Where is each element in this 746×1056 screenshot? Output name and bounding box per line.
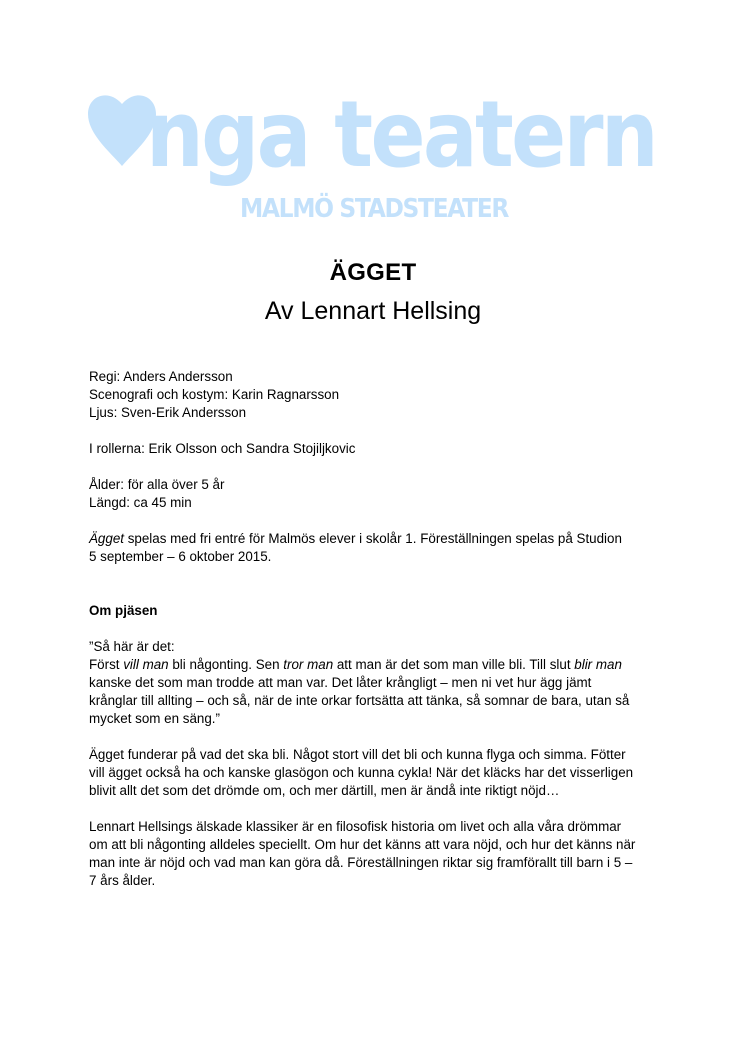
info-line-1	[89, 530, 669, 548]
logo-wordmark: nga teatern	[146, 81, 656, 188]
quote-text: bli någonting. Sen	[168, 657, 284, 672]
quote-text: Först	[89, 657, 124, 672]
logo-subtitle: MALMÖ STADSTEATER	[240, 194, 539, 224]
age-line: Ålder: för alla över 5 år	[89, 477, 225, 492]
credit-scenography: Scenografi och kostym: Karin Ragnarsson	[89, 387, 340, 402]
unga-teatern-logo	[88, 81, 658, 224]
section-heading: Om pjäsen	[89, 603, 158, 618]
paragraph-1-line: vill ägget också ha och kanske glasögon och kunna cykla! När det kläcks har det visserligen	[89, 765, 634, 780]
paragraph-2-line: om att bli någonting alldeles speciellt. Om hur det känns att vara nöjd, och hur det känns när	[89, 837, 636, 852]
paragraph-1-line: blivit allt det som det drömde om, och mer därtill, men är ändå inte riktigt nöjd…	[89, 783, 560, 798]
paragraph-1-line: Ägget funderar på vad det ska bli. Något stort vill det bli och kunna flyga och simma. Fötter	[89, 747, 626, 762]
document-subtitle: Av Lennart Hellsing	[264, 297, 482, 325]
quote-line-4: krånglar till allting – och så, när de inte orkar fortsätta att tänka, så somnar de bara, utan så	[89, 693, 630, 708]
quote-emphasis: blir man	[574, 657, 622, 672]
cast-line: I rollerna: Erik Olsson och Sandra Stojiljkovic	[89, 441, 356, 456]
info-title-italic: Ägget	[89, 531, 124, 546]
quote-line-3: kanske det som man trodde att man var. Det låter krångligt – men ni vet hur ägg jämt	[89, 675, 592, 690]
info-line-1-text: spelas med fri entré för Malmös elever i skolår 1. Föreställningen spelas på Studion	[124, 531, 622, 546]
quote-line-1: ”Så här är det:	[89, 639, 175, 654]
document-body	[89, 368, 669, 890]
document-title: ÄGGET	[329, 259, 417, 286]
credit-direction: Regi: Anders Andersson	[89, 369, 233, 384]
credit-lighting: Ljus: Sven-Erik Andersson	[89, 405, 247, 420]
info-line-2: 5 september – 6 oktober 2015.	[89, 549, 272, 564]
paragraph-2-line: Lennart Hellsings älskade klassiker är en filosofisk historia om livet och alla våra drömmar	[89, 819, 622, 834]
quote-emphasis: vill man	[123, 657, 169, 672]
quote-line-5: mycket som en säng.”	[89, 711, 220, 726]
quote-line-2	[89, 656, 669, 674]
paragraph-2-line: 7 års ålder.	[89, 873, 156, 888]
quote-text: att man är det som man ville bli. Till slut	[333, 657, 575, 672]
length-line: Längd: ca 45 min	[89, 495, 192, 510]
quote-emphasis: tror man	[283, 657, 334, 672]
title-block	[0, 258, 746, 328]
paragraph-2-line: man inte är nöjd och vad man kan göra då. Föreställningen riktar sig framförallt till barn i 5 –	[89, 855, 633, 870]
